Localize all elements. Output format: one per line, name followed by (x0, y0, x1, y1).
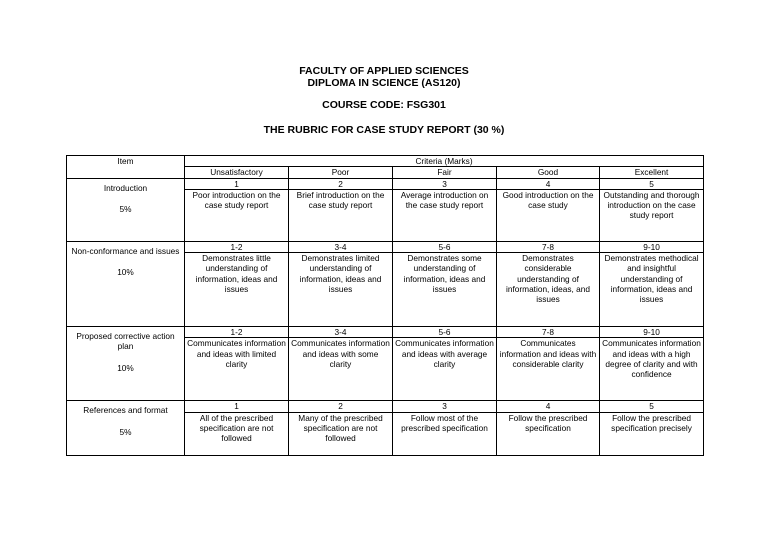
item-references (67, 401, 185, 455)
criteria-header: Criteria (Marks) (185, 156, 704, 167)
mark-cell: 3-4 (289, 241, 393, 252)
description-cell: Follow the prescribed specification (497, 412, 600, 455)
description-cell: Demonstrates methodical and insightful understanding of information, ideas and issues (600, 253, 704, 327)
item-label: Introduction (103, 182, 148, 193)
course-code: COURSE CODE: FSG301 (322, 99, 446, 111)
description-cell: Many of the prescribed specification are not followed (289, 412, 393, 455)
diploma-title: DIPLOMA IN SCIENCE (AS120) (307, 77, 461, 89)
mark-cell: 9-10 (600, 241, 704, 252)
level-fair: Fair (393, 167, 497, 178)
mark-cell: 5 (600, 401, 704, 412)
description-cell: Demonstrates considerable understanding of information, ideas, and issues (497, 253, 600, 327)
rubric-table (66, 155, 704, 456)
description-cell: Poor introduction on the case study report (185, 189, 289, 241)
level-poor: Poor (289, 167, 393, 178)
mark-cell: 4 (497, 401, 600, 412)
description-cell: Demonstrates little understanding of information, ideas and issues (185, 253, 289, 327)
item-weight: 5% (119, 426, 132, 437)
description-cell: Demonstrates some understanding of information, ideas and issues (393, 253, 497, 327)
mark-cell: 1 (185, 178, 289, 189)
mark-cell: 4 (497, 178, 600, 189)
description-cell: Communicates information and ideas with a high degree of clarity and with confidence (600, 338, 704, 401)
level-good: Good (497, 167, 600, 178)
mark-cell: 3 (393, 178, 497, 189)
marks-row-references (67, 401, 704, 412)
mark-cell: 3 (393, 401, 497, 412)
marks-row-non-conformance (67, 241, 704, 252)
item-weight: 5% (119, 203, 132, 214)
mark-cell: 7-8 (497, 327, 600, 338)
faculty-title: FACULTY OF APPLIED SCIENCES (299, 65, 469, 77)
marks-row-introduction (67, 178, 704, 189)
mark-cell: 1-2 (185, 327, 289, 338)
mark-cell: 5-6 (393, 327, 497, 338)
item-weight: 10% (117, 362, 134, 373)
rubric-title: THE RUBRIC FOR CASE STUDY REPORT (30 %) (263, 124, 505, 136)
item-column-header: Item (67, 156, 185, 179)
mark-cell: 9-10 (600, 327, 704, 338)
mark-cell: 1 (185, 401, 289, 412)
mark-cell: 3-4 (289, 327, 393, 338)
description-cell: Communicates information and ideas with average clarity (393, 338, 497, 401)
description-cell: Communicates information and ideas with some clarity (289, 338, 393, 401)
header-row-criteria (67, 156, 704, 167)
marks-row-corrective-action (67, 327, 704, 338)
description-cell: Outstanding and thorough introduction on the case study report (600, 189, 704, 241)
description-cell: Communicates information and ideas with considerable clarity (497, 338, 600, 401)
description-cell: All of the prescribed specification are not followed (185, 412, 289, 455)
item-label: References and format (83, 405, 168, 416)
mark-cell: 1-2 (185, 241, 289, 252)
level-excellent: Excellent (600, 167, 704, 178)
item-label: Non-conformance and issues (71, 245, 180, 256)
item-introduction (67, 178, 185, 241)
description-cell: Follow the prescribed specification precisely (600, 412, 704, 455)
description-cell: Communicates information and ideas with limited clarity (185, 338, 289, 401)
item-corrective-action (67, 327, 185, 401)
mark-cell: 2 (289, 178, 393, 189)
description-cell: Follow most of the prescribed specification (393, 412, 497, 455)
item-non-conformance (67, 241, 185, 326)
item-label: Proposed corrective action plan (76, 331, 175, 352)
item-weight: 10% (117, 267, 134, 278)
description-cell: Demonstrates limited understanding of information, ideas and issues (289, 253, 393, 327)
level-unsatisfactory: Unsatisfactory (185, 167, 289, 178)
mark-cell: 5-6 (393, 241, 497, 252)
mark-cell: 5 (600, 178, 704, 189)
mark-cell: 7-8 (497, 241, 600, 252)
description-cell: Brief introduction on the case study report (289, 189, 393, 241)
mark-cell: 2 (289, 401, 393, 412)
description-cell: Good introduction on the case study (497, 189, 600, 241)
description-cell: Average introduction on the case study report (393, 189, 497, 241)
